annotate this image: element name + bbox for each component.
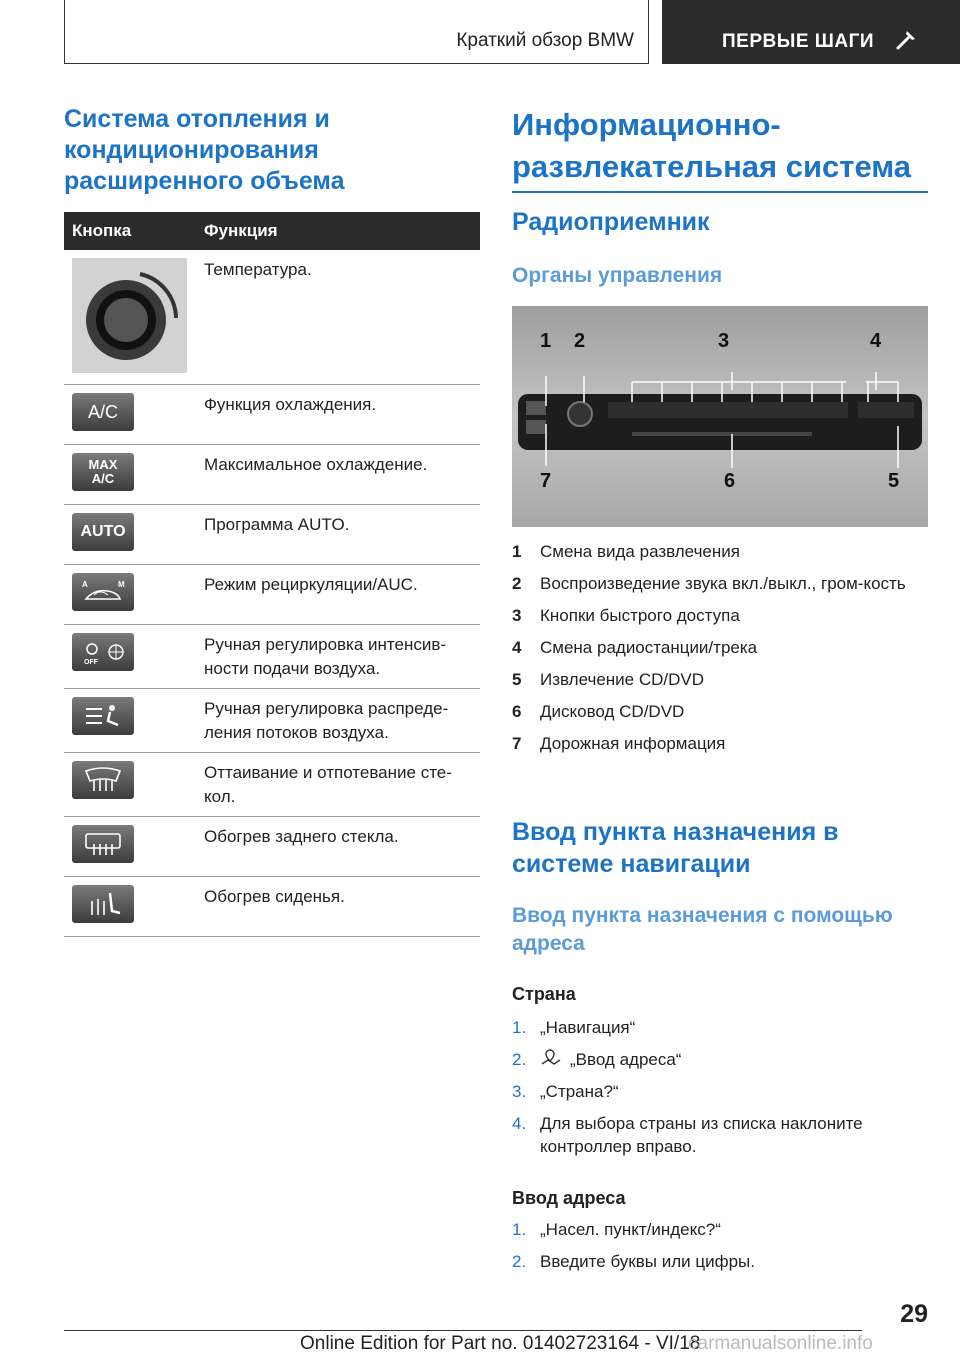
callout-1: 1 (540, 330, 552, 352)
table-row (64, 876, 480, 936)
table-row (64, 624, 480, 688)
list-item: 7 Дорожная информация (512, 734, 726, 753)
header-section-left: Краткий обзор BMW (456, 30, 634, 51)
table-row (64, 688, 480, 752)
row-function: Функция охлаждения. (196, 384, 480, 444)
list-item: 1 Смена вида развлечения (512, 542, 740, 561)
table-row (64, 384, 480, 444)
seat-heat-button-icon (72, 885, 134, 923)
radio-heading: Радиоприемник (512, 208, 710, 236)
list-item: 1. „Навигация“ (512, 1018, 636, 1037)
list-item: 2. Введите буквы или цифры. (512, 1252, 755, 1271)
row-function: Оттаивание и отпотевание сте-кол. (196, 752, 480, 816)
col-header-function: Функция (196, 212, 480, 250)
callout-7: 7 (540, 470, 552, 492)
edition-text: Online Edition for Part no. 01402723164 - VI/18 (300, 1333, 701, 1354)
list-item: 5 Извлечение CD/DVD (512, 670, 705, 689)
nav-subheading: Ввод пункта назначения с помощью адреса (512, 904, 893, 955)
rear-window-heat-button-icon (72, 825, 134, 863)
infotainment-heading: Информационно-развлекательная система (512, 104, 928, 193)
list-item: 2. „Ввод адреса“ (512, 1050, 682, 1069)
defrost-button-icon (72, 761, 134, 799)
controls-subheading: Органы управления (512, 264, 723, 287)
navigation-map-icon (540, 1048, 562, 1068)
watermark: carmanualsonline.info (688, 1333, 873, 1354)
header-chapter-bar (662, 0, 960, 64)
controls-legend (512, 540, 910, 764)
list-item: 2 Воспроизведение звука вкл./выкл., гром-кость (512, 574, 906, 593)
fan-button-icon (72, 633, 134, 671)
country-steps (512, 1016, 940, 1167)
row-function: Программа AUTO. (196, 504, 480, 564)
header-section-tab (64, 0, 649, 64)
list-item: 4. Для выбора страны из списка наклоните контроллер вправо. (512, 1114, 863, 1156)
svg-text:A: A (82, 579, 88, 589)
svg-text:M: M (118, 579, 125, 589)
callout-5: 5 (888, 470, 900, 492)
table-row (64, 816, 480, 876)
row-function: Температура. (196, 250, 480, 384)
callout-2: 2 (574, 330, 586, 352)
nav-heading: Ввод пункта назначения в системе навигации (512, 818, 839, 878)
callout-3: 3 (718, 330, 730, 352)
table-row (64, 250, 480, 384)
list-item: 3. „Страна?“ (512, 1082, 619, 1101)
list-item: 3 Кнопки быстрого доступа (512, 606, 740, 625)
row-function: Ручная регулировка распреде-ления потоков воздуха. (196, 688, 480, 752)
country-label: Страна (512, 984, 576, 1004)
row-function: Максимальное охлаждение. (196, 444, 480, 504)
table-row (64, 752, 480, 816)
footer-divider (64, 1330, 862, 1331)
recirculation-button-icon (72, 573, 134, 611)
table-row (64, 564, 480, 624)
callout-6: 6 (724, 470, 736, 492)
row-function: Режим рециркуляции/AUC. (196, 564, 480, 624)
list-item: 6 Дисковод CD/DVD (512, 702, 685, 721)
address-label: Ввод адреса (512, 1188, 626, 1208)
max-ac-button-icon: MAX A/C (72, 453, 134, 491)
list-item: 4 Смена радиостанции/трека (512, 638, 758, 657)
table-row (64, 504, 480, 564)
col-header-button: Кнопка (64, 212, 196, 250)
svg-text:OFF: OFF (84, 658, 98, 666)
table-row (64, 444, 480, 504)
row-function: Обогрев заднего стекла. (196, 816, 480, 876)
auto-button-icon: AUTO (72, 513, 134, 551)
temperature-knob-icon (72, 258, 187, 373)
ac-button-icon: A/C (72, 393, 134, 431)
address-steps (512, 1218, 910, 1282)
header-section-right: ПЕРВЫЕ ШАГИ (722, 31, 875, 52)
climate-controls-table (64, 212, 480, 937)
row-function: Обогрев сиденья. (196, 876, 480, 936)
callout-4: 4 (870, 330, 882, 352)
climate-heading: Система отопления и кондиционирования расширенного объема (64, 105, 345, 195)
radio-controls-photo (512, 306, 928, 527)
air-distribution-button-icon (72, 697, 134, 735)
wrench-icon (894, 26, 920, 52)
row-function: Ручная регулировка интенсив-ности подачи воздуха. (196, 624, 480, 688)
list-item: 1. „Насел. пункт/индекс?“ (512, 1220, 721, 1239)
page-number: 29 (900, 1300, 928, 1328)
